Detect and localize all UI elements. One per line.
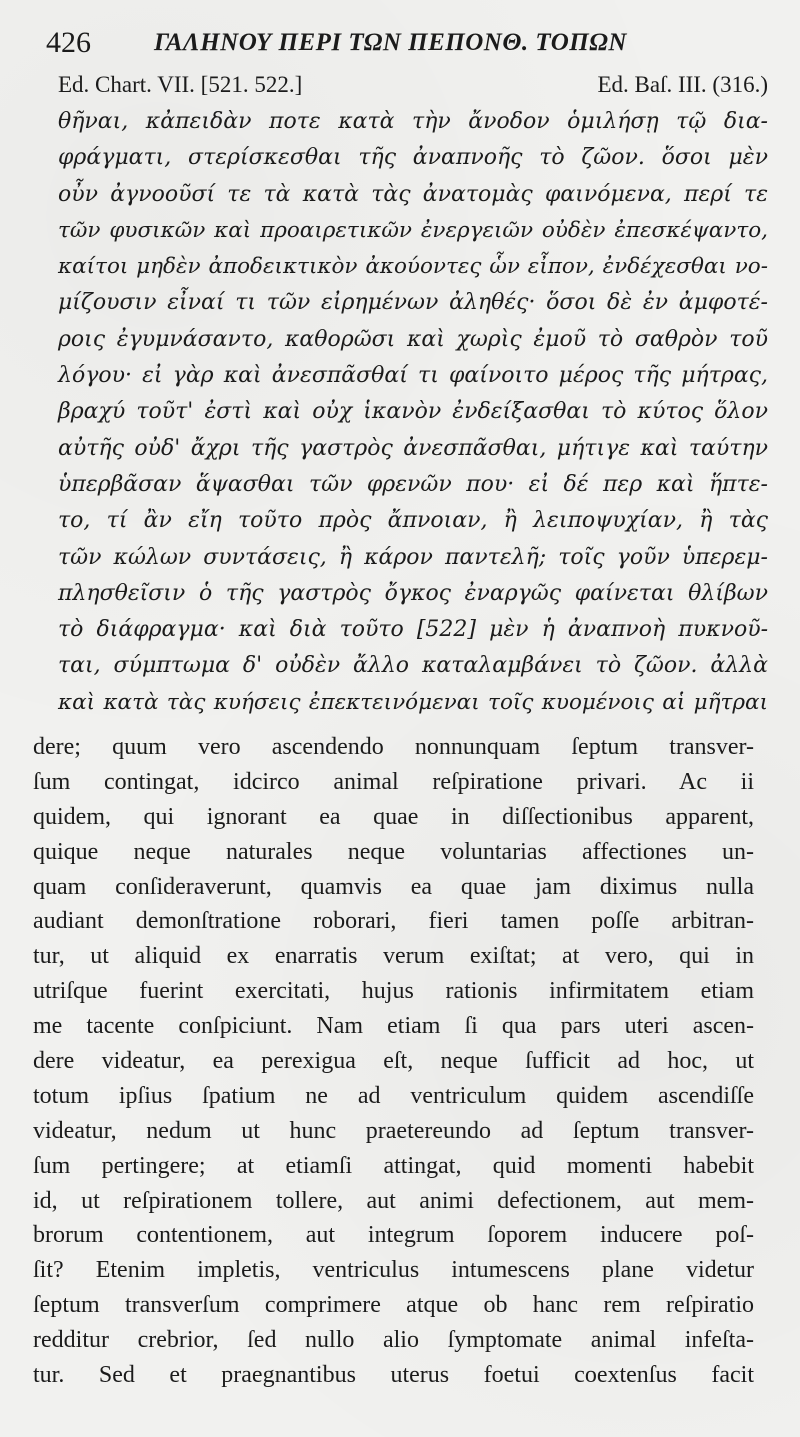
latin-line: dere videatur, ea perexigua eſt, neque ſufficit ad hoc, ut: [33, 1048, 754, 1075]
greek-line: βραχύ τοῦτ' ἐστὶ καὶ οὐχ ἱκανὸν ἐνδείξασθαι τὸ κύτος ὅλον: [58, 399, 768, 425]
greek-line: ροις ἐγυμνάσαντο, καθορῶσι καὶ χωρὶς ἐμοῦ τὸ σαθρὸν τοῦ: [58, 326, 768, 352]
basel-edition-reference: Ed. Baſ. III. (316.): [597, 72, 768, 97]
latin-line: brorum contentionem, aut integrum ſoporem inducere poſ-: [33, 1222, 754, 1249]
latin-line: totum ipſius ſpatium ne ad ventriculum quidem ascendiſſe: [33, 1082, 754, 1109]
page-number: 426: [46, 26, 91, 59]
latin-line: ſeptum transverſum comprimere atque ob hanc rem reſpiratio: [33, 1292, 754, 1319]
greek-line: ται, σύμπτωμα δ' οὐδὲν ἄλλο καταλαμβάνει τὸ ζῶον. ἀλλὰ: [58, 653, 768, 679]
latin-line: tur. Sed et praegnantibus uterus foetui coextenſus facit: [33, 1362, 754, 1389]
latin-translation-block: [33, 730, 754, 1393]
running-title: ΓΑΛΗΝΟΥ ΠΕΡΙ ΤΩΝ ΠΕΠΟΝΘ. ΤΟΠΩΝ: [154, 29, 627, 56]
latin-line: ſit? Etenim impletis, ventriculus intumescens plane videtur: [33, 1257, 754, 1284]
greek-line: μίζουσιν εἶναί τι τῶν εἰρημένων ἀληθές· ὅσοι δὲ ἐν ἀμφοτέ-: [58, 290, 768, 316]
greek-line: καὶ κατὰ τὰς κυήσεις ἐπεκτεινόμεναι τοῖς κυομένοις αἱ μῆτραι: [58, 689, 768, 715]
latin-line: videatur, nedum ut hunc praetereundo ad ſeptum transver-: [33, 1117, 754, 1144]
latin-line: tur, ut aliquid ex enarratis verum exiſtat; at vero, qui in: [33, 943, 754, 970]
running-head: [46, 26, 756, 60]
greek-line: θῆναι, κἀπειδὰν ποτε κατὰ τὴν ἄνοδον ὁμιλήσῃ τῷ δια-: [58, 109, 768, 134]
latin-line: redditur crebrior, ſed nullo alio ſymptomate animal infeſta-: [33, 1327, 754, 1354]
greek-line: τὸ διάφραγμα· καὶ διὰ τοῦτο [522] μὲν ἡ ἀναπνοὴ πυκνοῦ-: [58, 617, 768, 643]
latin-line: id, ut reſpirationem tollere, aut animi defectionem, aut mem-: [33, 1187, 754, 1214]
latin-line: ſum pertingere; at etiamſi attingat, quid momenti habebit: [33, 1152, 754, 1179]
greek-line: τῶν φυσικῶν καὶ προαιρετικῶν ἐνεργειῶν οὐδὲν ἐπεσκέψαντο,: [58, 217, 768, 243]
greek-line: φράγματι, στερίσκεσθαι τῆς ἀναπνοῆς τὸ ζῶον. ὅσοι μὲν: [58, 145, 768, 171]
greek-line: τῶν κώλων συντάσεις, ἢ κάρον παντελῆ; τοῖς γοῦν ὑπερεμ-: [58, 544, 768, 570]
greek-line: πλησθεῖσιν ὁ τῆς γαστρὸς ὄγκος ἐναργῶς φαίνεται θλίβων: [58, 580, 768, 606]
latin-line: utriſque fuerint exercitati, hujus rationis infirmitatem etiam: [33, 978, 754, 1005]
latin-line: quique neque naturales neque voluntarias affectiones un-: [33, 838, 754, 865]
latin-line: ſum contingat, idcirco animal reſpiratione privari. Ac ii: [33, 768, 754, 795]
greek-line: καίτοι μηδὲν ἀποδεικτικὸν ἀκούοντες ὧν εἶπον, ἐνδέχεσθαι νο-: [58, 254, 768, 280]
greek-line: ὑπερβᾶσαν ἅψασθαι τῶν φρενῶν που· εἰ δέ περ καὶ ἥπτε-: [58, 471, 768, 497]
latin-line: audiant demonſtratione roborari, fieri tamen poſſe arbitran-: [33, 908, 754, 935]
latin-line: quam conſideraverunt, quamvis ea quae jam diximus nulla: [33, 873, 754, 900]
greek-line: αὐτῆς οὐδ' ἄχρι τῆς γαστρὸς ἀνεσπᾶσθαι, μήτιγε καὶ ταύτην: [58, 435, 768, 461]
greek-line: το, τί ἂν εἴη τοῦτο πρὸς ἄπνοιαν, ἢ λειποψυχίαν, ἢ τὰς: [58, 508, 768, 534]
chartier-edition-reference: Ed. Chart. VII. [521. 522.]: [58, 72, 303, 97]
greek-line: λόγου· εἰ γὰρ καὶ ἀνεσπᾶσθαί τι φαίνοιτο μέρος τῆς μήτρας,: [58, 363, 768, 389]
greek-text-block: [58, 104, 768, 721]
greek-line: οὖν ἀγνοοῦσί τε τὰ κατὰ τὰς ἀνατομὰς φαινόμενα, περί τε: [58, 181, 768, 207]
latin-line: dere; quum vero ascendendo nonnunquam ſeptum transver-: [33, 734, 754, 760]
latin-line: quidem, qui ignorant ea quae in diſſectionibus apparent,: [33, 803, 754, 830]
latin-line: me tacente conſpiciunt. Nam etiam ſi qua pars uteri ascen-: [33, 1013, 754, 1040]
edition-references: [58, 72, 768, 102]
